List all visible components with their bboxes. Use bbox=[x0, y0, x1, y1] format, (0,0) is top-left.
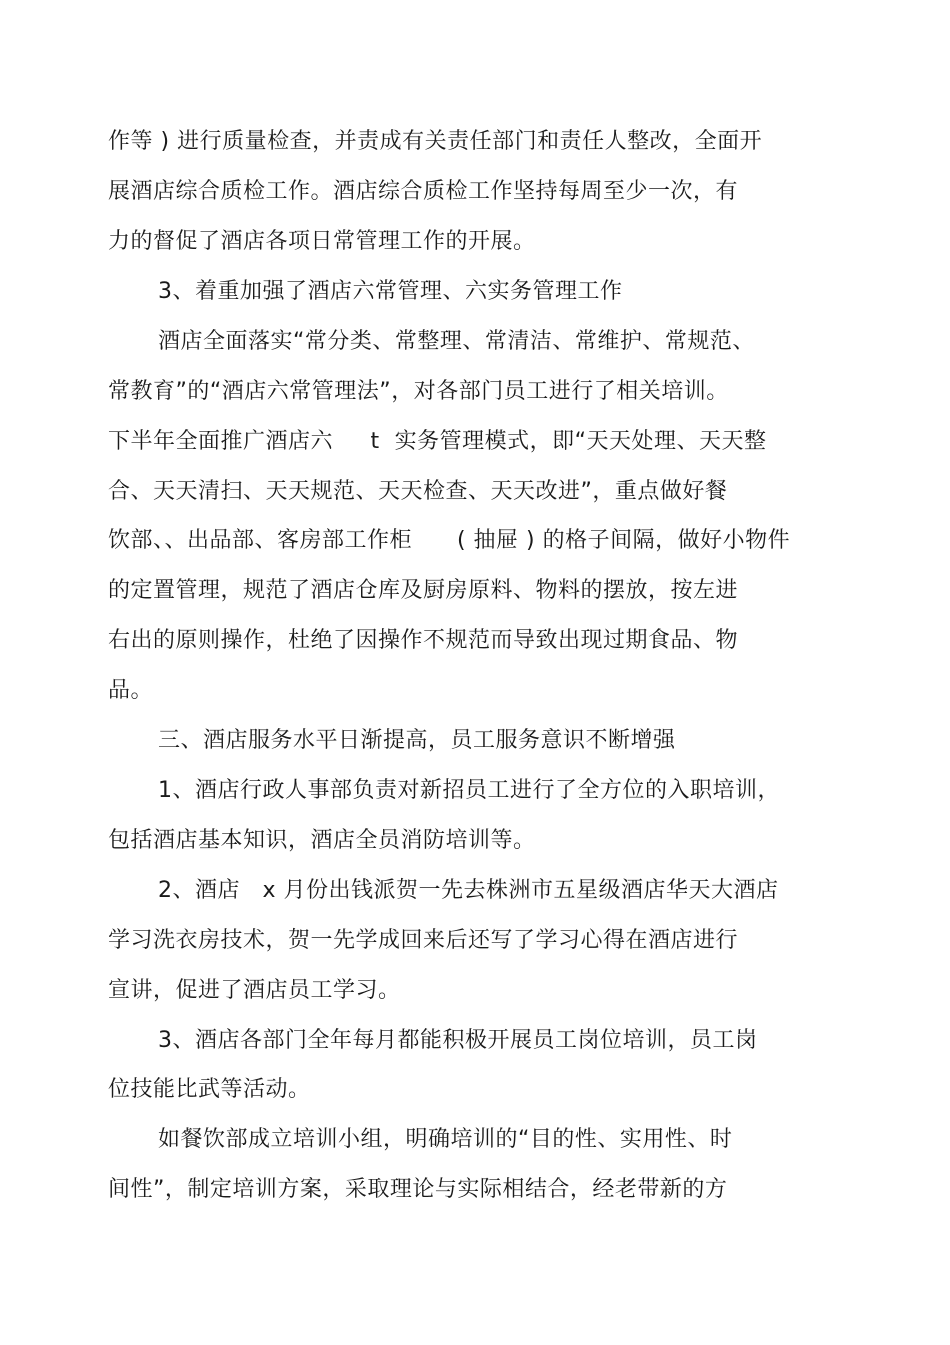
text-line: 1、酒店行政人事部负责对新招员工进行了全方位的入职培训， bbox=[158, 778, 780, 803]
text-line: 右出的原则操作，杜绝了因操作不规范而导致出现过期食品、物 bbox=[108, 628, 739, 653]
text-line: 合、天天清扫、天天规范、天天检查、天天改进”，重点做好餐 bbox=[108, 479, 728, 504]
text-line: 3、酒店各部门全年每月都能积极开展员工岗位培训，员工岗 bbox=[158, 1028, 758, 1053]
text-line: 酒店全面落实“常分类、常整理、常清洁、常维护、常规范、 bbox=[158, 329, 755, 354]
text-line: 力的督促了酒店各项日常管理工作的开展。 bbox=[108, 229, 536, 254]
text-line: 间性”，制定培训方案，采取理论与实际相结合，经老带新的方 bbox=[108, 1177, 728, 1202]
text-line: 作等 ) 进行质量检查，并责成有关责任部门和责任人整改，全面开 bbox=[108, 129, 763, 154]
text-line: 品。 bbox=[108, 678, 154, 703]
section-heading: 三、酒店服务水平日渐提高，员工服务意识不断增强 bbox=[158, 728, 676, 753]
text-line: 如餐饮部成立培训小组，明确培训的“目的性、实用性、时 bbox=[158, 1127, 733, 1152]
text-line: 位技能比武等活动。 bbox=[108, 1077, 311, 1102]
text-line: 饮部、、出品部、客房部工作柜 ( 抽屉 ) 的格子间隔，做好小物件 bbox=[108, 528, 791, 553]
text-line: 学习洗衣房技术，贺一先学成回来后还写了学习心得在酒店进行 bbox=[108, 928, 739, 953]
section-heading: 3、着重加强了酒店六常管理、六实务管理工作 bbox=[158, 279, 623, 304]
text-line: 的定置管理，规范了酒店仓库及厨房原料、物料的摆放，按左进 bbox=[108, 578, 739, 603]
text-line: 下半年全面推广酒店六 t 实务管理模式，即“天天处理、天天整 bbox=[108, 429, 767, 454]
text-line: 展酒店综合质检工作。酒店综合质检工作坚持每周至少一次，有 bbox=[108, 179, 739, 204]
text-line: 包括酒店基本知识，酒店全员消防培训等。 bbox=[108, 828, 536, 853]
text-line: 2、酒店 x 月份出钱派贺一先去株洲市五星级酒店华天大酒店 bbox=[158, 878, 779, 903]
text-line: 宣讲，促进了酒店员工学习。 bbox=[108, 978, 401, 1003]
text-line: 常教育”的“酒店六常管理法”，对各部门员工进行了相关培训。 bbox=[108, 379, 729, 404]
